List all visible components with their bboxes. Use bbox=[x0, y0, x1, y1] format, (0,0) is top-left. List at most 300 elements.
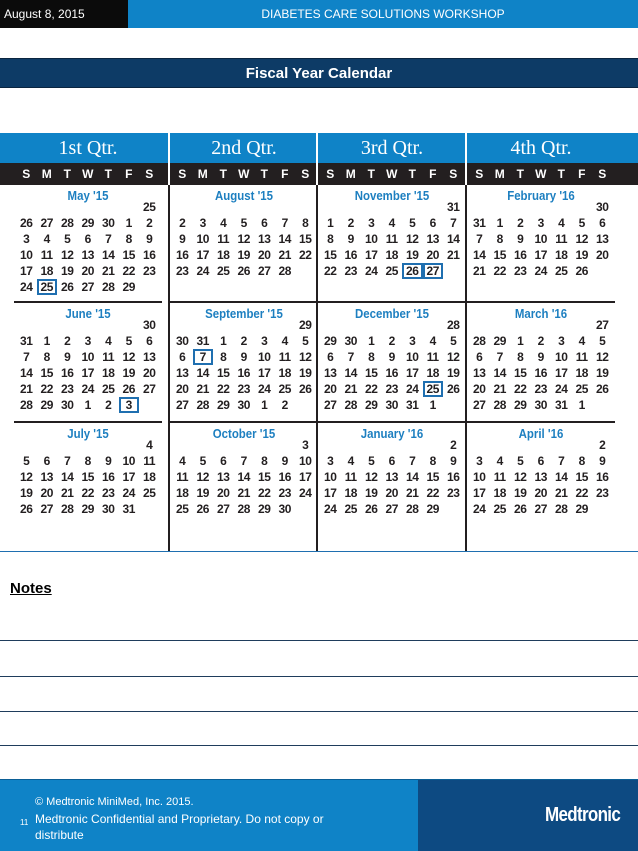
calendar-day: 17 bbox=[405, 366, 419, 380]
calendar-day: 15 bbox=[513, 366, 527, 380]
calendar-day: 8 bbox=[578, 454, 585, 468]
calendar-day: 27 bbox=[595, 318, 609, 332]
calendar-day: 10 bbox=[196, 232, 210, 246]
calendar-day: 11 bbox=[40, 248, 53, 262]
calendar-day: 28 bbox=[554, 502, 568, 516]
calendar-day: 29 bbox=[323, 334, 337, 348]
calendar-day: 21 bbox=[554, 486, 568, 500]
calendar-day: 8 bbox=[517, 350, 524, 364]
calendar-day: 1 bbox=[578, 398, 585, 412]
calendar-day: 13 bbox=[472, 366, 486, 380]
calendar-day: 7 bbox=[347, 350, 354, 364]
calendar-day: 21 bbox=[60, 486, 74, 500]
calendar-day: 23 bbox=[60, 382, 74, 396]
calendar-day: 23 bbox=[237, 382, 251, 396]
weekday-label: M bbox=[197, 167, 208, 181]
calendar-day: 5 bbox=[64, 232, 71, 246]
calendar-day: 31 bbox=[446, 200, 460, 214]
calendar-day: 25 bbox=[344, 502, 358, 516]
calendar-day: 15 bbox=[298, 232, 312, 246]
month-divider bbox=[318, 421, 466, 423]
calendar-day: 14 bbox=[446, 232, 460, 246]
calendar-day: 11 bbox=[143, 454, 156, 468]
calendar-day: 27 bbox=[385, 502, 399, 516]
calendar-day: 7 bbox=[240, 454, 247, 468]
month-divider bbox=[14, 301, 162, 303]
calendar-day: 20 bbox=[142, 366, 156, 380]
calendar-day: 12 bbox=[405, 232, 419, 246]
calendar-day: 23 bbox=[534, 382, 548, 396]
calendar-day: 18 bbox=[554, 248, 568, 262]
calendar-day: 9 bbox=[450, 454, 457, 468]
calendar-day: 5 bbox=[578, 216, 585, 230]
weekday-label: F bbox=[429, 167, 437, 181]
calendar-day: 23 bbox=[446, 486, 460, 500]
calendar-day: 17 bbox=[122, 470, 136, 484]
calendar-day: 10 bbox=[554, 350, 568, 364]
calendar-day: 10 bbox=[323, 470, 337, 484]
calendar-day: 29 bbox=[257, 502, 271, 516]
calendar-day: 21 bbox=[493, 382, 507, 396]
calendar-day: 23 bbox=[385, 382, 399, 396]
weekday-separator bbox=[168, 163, 170, 185]
calendar-day: 21 bbox=[196, 382, 210, 396]
calendar-day: 3 bbox=[23, 232, 30, 246]
quarter-separator bbox=[168, 133, 170, 163]
calendar-day: 24 bbox=[196, 264, 210, 278]
calendar-day: 16 bbox=[60, 366, 74, 380]
calendar-day: 13 bbox=[323, 366, 337, 380]
calendar-day: 27 bbox=[81, 280, 95, 294]
calendar-day: 11 bbox=[278, 350, 291, 364]
calendar-day: 20 bbox=[385, 486, 399, 500]
calendar-day: 20 bbox=[323, 382, 337, 396]
calendar-day: 8 bbox=[496, 232, 503, 246]
calendar-day: 19 bbox=[575, 248, 589, 262]
calendar-day: 19 bbox=[122, 366, 136, 380]
weekday-label: W bbox=[386, 167, 398, 181]
calendar-day: 25 bbox=[175, 502, 189, 516]
calendar-day: 26 bbox=[60, 280, 74, 294]
calendar-day: 2 bbox=[517, 216, 524, 230]
calendar-day: 12 bbox=[595, 350, 609, 364]
calendar-day: 2 bbox=[281, 398, 288, 412]
calendar-day: 4 bbox=[388, 216, 395, 230]
calendar-day: 9 bbox=[105, 454, 112, 468]
calendar-day: 5 bbox=[368, 454, 375, 468]
calendar-day: 7 bbox=[23, 350, 30, 364]
month-block bbox=[320, 423, 464, 535]
calendar-day: 16 bbox=[101, 470, 115, 484]
calendar-day: 6 bbox=[43, 454, 50, 468]
calendar-day: 3 bbox=[537, 216, 544, 230]
calendar-day: 29 bbox=[298, 318, 312, 332]
calendar-day: 22 bbox=[575, 486, 589, 500]
calendar-day: 12 bbox=[575, 232, 589, 246]
calendar-day: 22 bbox=[426, 486, 440, 500]
calendar-day: 24 bbox=[534, 264, 548, 278]
footer-confidential: Medtronic Confidential and Proprietary. Do not copy or distribute bbox=[35, 812, 324, 842]
calendar-day: 31 bbox=[405, 398, 419, 412]
calendar-day: 2 bbox=[537, 334, 544, 348]
calendar-day: 8 bbox=[302, 216, 309, 230]
calendar-day: 13 bbox=[385, 470, 399, 484]
calendar-day: 11 bbox=[102, 350, 115, 364]
calendar-day: 4 bbox=[220, 216, 227, 230]
calendar-day: 11 bbox=[344, 470, 357, 484]
fiscal-calendar-banner: Fiscal Year Calendar bbox=[0, 58, 638, 88]
calendar-day: 1 bbox=[261, 398, 268, 412]
month-name: May '15 bbox=[67, 188, 109, 203]
calendar-day: 22 bbox=[122, 264, 136, 278]
calendar-day: 9 bbox=[240, 350, 247, 364]
calendar-day: 5 bbox=[302, 334, 309, 348]
calendar-day: 13 bbox=[142, 350, 156, 364]
calendar-day: 30 bbox=[385, 398, 399, 412]
calendar-day: 5 bbox=[450, 334, 457, 348]
calendar-day: 22 bbox=[493, 264, 507, 278]
month-block bbox=[320, 303, 464, 415]
calendar-day: 17 bbox=[298, 470, 312, 484]
calendar-day: 3 bbox=[368, 216, 375, 230]
weekday-separator bbox=[316, 163, 318, 185]
month-block bbox=[172, 423, 316, 535]
calendar-day: 20 bbox=[216, 486, 230, 500]
calendar-day: 8 bbox=[368, 350, 375, 364]
month-name: June '15 bbox=[65, 306, 111, 321]
calendar-day: 16 bbox=[595, 470, 609, 484]
calendar-day: 4 bbox=[347, 454, 354, 468]
weekday-label: F bbox=[578, 167, 586, 181]
calendar-day: 12 bbox=[513, 470, 527, 484]
weekday-separator bbox=[465, 163, 467, 185]
calendar-day: 3 bbox=[84, 334, 91, 348]
calendar-day: 18 bbox=[142, 470, 156, 484]
calendar-day: 28 bbox=[344, 398, 358, 412]
calendar-day: 19 bbox=[595, 366, 609, 380]
calendar-day: 23 bbox=[101, 486, 115, 500]
calendar-day: 3 bbox=[302, 438, 309, 452]
calendar-day: 3 bbox=[476, 454, 483, 468]
calendar-day: 9 bbox=[537, 350, 544, 364]
month-divider bbox=[170, 301, 318, 303]
calendar-day: 19 bbox=[196, 486, 210, 500]
month-name: July '15 bbox=[67, 426, 109, 441]
weekday-label: T bbox=[516, 167, 524, 181]
calendar-day: 17 bbox=[196, 248, 210, 262]
calendar-day: 18 bbox=[278, 366, 292, 380]
calendar-day: 5 bbox=[599, 334, 606, 348]
calendar-day: 24 bbox=[257, 382, 271, 396]
calendar-day: 19 bbox=[405, 248, 419, 262]
calendar-day: 8 bbox=[429, 454, 436, 468]
calendar-day: 20 bbox=[472, 382, 486, 396]
weekday-header-bar bbox=[0, 163, 638, 185]
calendar-day: 15 bbox=[323, 248, 337, 262]
calendar-day: 26 bbox=[513, 502, 527, 516]
calendar-day: 30 bbox=[595, 200, 609, 214]
calendar-day: 18 bbox=[216, 248, 230, 262]
weekday-label: S bbox=[598, 167, 607, 181]
calendar-day: 20 bbox=[81, 264, 95, 278]
calendar-day: 25 bbox=[101, 382, 115, 396]
month-divider bbox=[318, 301, 466, 303]
calendar-day: 16 bbox=[175, 248, 189, 262]
calendar-day: 6 bbox=[327, 350, 334, 364]
calendar-day: 20 bbox=[595, 248, 609, 262]
calendar-day: 14 bbox=[344, 366, 358, 380]
highlighted-day: 25 bbox=[37, 279, 58, 295]
calendar-day: 18 bbox=[385, 248, 399, 262]
calendar-day: 1 bbox=[84, 398, 91, 412]
calendar-day: 20 bbox=[40, 486, 54, 500]
calendar-day: 14 bbox=[101, 248, 115, 262]
calendar-day: 15 bbox=[40, 366, 54, 380]
calendar-day: 14 bbox=[278, 232, 292, 246]
weekday-label: S bbox=[449, 167, 458, 181]
calendar-day: 4 bbox=[105, 334, 112, 348]
calendar-day: 19 bbox=[298, 366, 312, 380]
calendar-day: 10 bbox=[364, 232, 378, 246]
calendar-day: 4 bbox=[146, 438, 153, 452]
calendar-day: 30 bbox=[344, 334, 358, 348]
month-block bbox=[320, 185, 464, 297]
quarter-label: 3rd Qtr. bbox=[360, 137, 424, 159]
calendar-day: 2 bbox=[105, 398, 112, 412]
calendar-day: 23 bbox=[344, 264, 358, 278]
calendar-day: 17 bbox=[257, 366, 271, 380]
calendar-day: 23 bbox=[513, 264, 527, 278]
calendar-day: 14 bbox=[196, 366, 210, 380]
calendar-day: 24 bbox=[554, 382, 568, 396]
calendar-day: 5 bbox=[23, 454, 30, 468]
calendar-day: 24 bbox=[122, 486, 136, 500]
month-name: February '16 bbox=[507, 188, 575, 203]
calendar-day: 10 bbox=[257, 350, 271, 364]
highlighted-day: 27 bbox=[423, 263, 444, 279]
calendar-day: 22 bbox=[323, 264, 337, 278]
calendar-day: 10 bbox=[19, 248, 33, 262]
calendar-day: 6 bbox=[388, 454, 395, 468]
calendar-day: 8 bbox=[43, 350, 50, 364]
calendar-day: 9 bbox=[347, 232, 354, 246]
calendar-day: 28 bbox=[446, 318, 460, 332]
calendar-day: 19 bbox=[513, 486, 527, 500]
month-name: September '15 bbox=[205, 306, 283, 321]
calendar-day: 23 bbox=[595, 486, 609, 500]
calendar-day: 25 bbox=[575, 382, 589, 396]
calendar-day: 18 bbox=[175, 486, 189, 500]
calendar-day: 29 bbox=[122, 280, 136, 294]
calendar-day: 27 bbox=[40, 216, 54, 230]
calendar-day: 19 bbox=[19, 486, 33, 500]
calendar-day: 13 bbox=[216, 470, 230, 484]
calendar-day: 29 bbox=[40, 398, 54, 412]
calendar-day: 26 bbox=[237, 264, 251, 278]
highlighted-day: 25 bbox=[423, 381, 444, 397]
calendar-day: 13 bbox=[534, 470, 548, 484]
calendar-day: 5 bbox=[517, 454, 524, 468]
calendar-day: 19 bbox=[364, 486, 378, 500]
calendar-day: 9 bbox=[281, 454, 288, 468]
calendar-day: 26 bbox=[122, 382, 136, 396]
calendar-day: 12 bbox=[122, 350, 136, 364]
calendar-day: 28 bbox=[405, 502, 419, 516]
calendar-day: 8 bbox=[125, 232, 132, 246]
calendar-day: 15 bbox=[426, 470, 440, 484]
calendar-day: 6 bbox=[476, 350, 483, 364]
calendar-day: 24 bbox=[405, 382, 419, 396]
calendar-day: 16 bbox=[278, 470, 292, 484]
calendar-day: 28 bbox=[60, 216, 74, 230]
calendar-day: 24 bbox=[364, 264, 378, 278]
calendar-day: 4 bbox=[429, 334, 436, 348]
fiscal-calendar bbox=[0, 133, 638, 553]
weekday-label: S bbox=[475, 167, 484, 181]
calendar-day: 19 bbox=[446, 366, 460, 380]
calendar-bottom-rule bbox=[0, 551, 638, 552]
calendar-day: 22 bbox=[257, 486, 271, 500]
calendar-day: 6 bbox=[146, 334, 153, 348]
calendar-day: 5 bbox=[240, 216, 247, 230]
note-line bbox=[0, 745, 638, 746]
calendar-day: 24 bbox=[472, 502, 486, 516]
calendar-day: 19 bbox=[237, 248, 251, 262]
month-name: December '15 bbox=[355, 306, 429, 321]
calendar-day: 1 bbox=[43, 334, 50, 348]
calendar-day: 28 bbox=[19, 398, 33, 412]
highlighted-day: 3 bbox=[119, 397, 140, 413]
calendar-day: 11 bbox=[575, 350, 588, 364]
calendar-day: 1 bbox=[496, 216, 503, 230]
calendar-day: 9 bbox=[599, 454, 606, 468]
calendar-day: 25 bbox=[385, 264, 399, 278]
month-divider bbox=[170, 421, 318, 423]
weekday-label: T bbox=[557, 167, 565, 181]
calendar-day: 12 bbox=[237, 232, 251, 246]
calendar-day: 8 bbox=[84, 454, 91, 468]
quarter-label: 4th Qtr. bbox=[510, 137, 572, 159]
calendar-day: 28 bbox=[472, 334, 486, 348]
calendar-day: 21 bbox=[19, 382, 33, 396]
calendar-day: 3 bbox=[327, 454, 334, 468]
calendar-day: 29 bbox=[493, 334, 507, 348]
calendar-day: 13 bbox=[40, 470, 54, 484]
calendar-day: 8 bbox=[327, 232, 334, 246]
calendar-day: 4 bbox=[558, 216, 565, 230]
weekday-label: W bbox=[535, 167, 547, 181]
highlighted-day: 7 bbox=[193, 349, 214, 365]
calendar-day: 3 bbox=[409, 334, 416, 348]
calendar-day: 18 bbox=[40, 264, 54, 278]
calendar-day: 13 bbox=[426, 232, 440, 246]
weekday-label: F bbox=[281, 167, 289, 181]
calendar-day: 20 bbox=[257, 248, 271, 262]
calendar-day: 23 bbox=[278, 486, 292, 500]
calendar-day: 4 bbox=[578, 334, 585, 348]
calendar-day: 2 bbox=[347, 216, 354, 230]
calendar-day: 6 bbox=[220, 454, 227, 468]
quarter-divider bbox=[465, 185, 467, 551]
calendar-day: 16 bbox=[142, 248, 156, 262]
calendar-day: 15 bbox=[257, 470, 271, 484]
calendar-day: 17 bbox=[364, 248, 378, 262]
calendar-day: 2 bbox=[388, 334, 395, 348]
calendar-day: 24 bbox=[81, 382, 95, 396]
calendar-day: 7 bbox=[281, 216, 288, 230]
calendar-day: 17 bbox=[472, 486, 486, 500]
calendar-day: 25 bbox=[216, 264, 230, 278]
calendar-day: 2 bbox=[240, 334, 247, 348]
calendar-day: 11 bbox=[493, 470, 506, 484]
calendar-day: 30 bbox=[101, 502, 115, 516]
month-block bbox=[16, 185, 160, 297]
calendar-day: 30 bbox=[278, 502, 292, 516]
note-line bbox=[0, 711, 638, 712]
month-name: April '16 bbox=[518, 426, 564, 441]
calendar-day: 1 bbox=[327, 216, 334, 230]
weekday-label: T bbox=[63, 167, 71, 181]
month-block bbox=[172, 303, 316, 415]
calendar-day: 20 bbox=[175, 382, 189, 396]
month-block bbox=[469, 423, 613, 535]
calendar-day: 2 bbox=[450, 438, 457, 452]
calendar-day: 27 bbox=[472, 398, 486, 412]
calendar-day: 26 bbox=[19, 216, 33, 230]
calendar-day: 27 bbox=[216, 502, 230, 516]
calendar-day: 28 bbox=[237, 502, 251, 516]
calendar-day: 6 bbox=[84, 232, 91, 246]
calendar-day: 29 bbox=[364, 398, 378, 412]
medtronic-logo: Medtronic bbox=[545, 804, 621, 826]
calendar-day: 4 bbox=[179, 454, 186, 468]
calendar-day: 11 bbox=[176, 470, 189, 484]
calendar-day: 21 bbox=[446, 248, 460, 262]
calendar-day: 23 bbox=[175, 264, 189, 278]
month-block bbox=[172, 185, 316, 297]
calendar-day: 1 bbox=[220, 334, 227, 348]
calendar-day: 8 bbox=[261, 454, 268, 468]
weekday-label: F bbox=[125, 167, 133, 181]
calendar-day: 18 bbox=[575, 366, 589, 380]
calendar-day: 26 bbox=[595, 382, 609, 396]
calendar-day: 6 bbox=[261, 216, 268, 230]
calendar-day: 28 bbox=[493, 398, 507, 412]
calendar-day: 11 bbox=[385, 232, 398, 246]
calendar-day: 12 bbox=[196, 470, 210, 484]
header-title: DIABETES CARE SOLUTIONS WORKSHOP bbox=[128, 0, 638, 28]
weekday-label: M bbox=[494, 167, 505, 181]
calendar-day: 5 bbox=[199, 454, 206, 468]
calendar-day: 27 bbox=[323, 398, 337, 412]
calendar-day: 21 bbox=[472, 264, 486, 278]
quarter-separator bbox=[465, 133, 467, 163]
calendar-day: 14 bbox=[237, 470, 251, 484]
calendar-day: 21 bbox=[405, 486, 419, 500]
calendar-day: 31 bbox=[472, 216, 486, 230]
calendar-day: 26 bbox=[364, 502, 378, 516]
weekday-label: S bbox=[326, 167, 335, 181]
calendar-day: 27 bbox=[257, 264, 271, 278]
calendar-day: 21 bbox=[278, 248, 292, 262]
weekday-label: M bbox=[41, 167, 52, 181]
calendar-day: 15 bbox=[81, 470, 95, 484]
calendar-day: 21 bbox=[101, 264, 115, 278]
calendar-day: 26 bbox=[446, 382, 460, 396]
highlighted-day: 26 bbox=[402, 263, 423, 279]
calendar-day: 16 bbox=[534, 366, 548, 380]
calendar-day: 30 bbox=[101, 216, 115, 230]
